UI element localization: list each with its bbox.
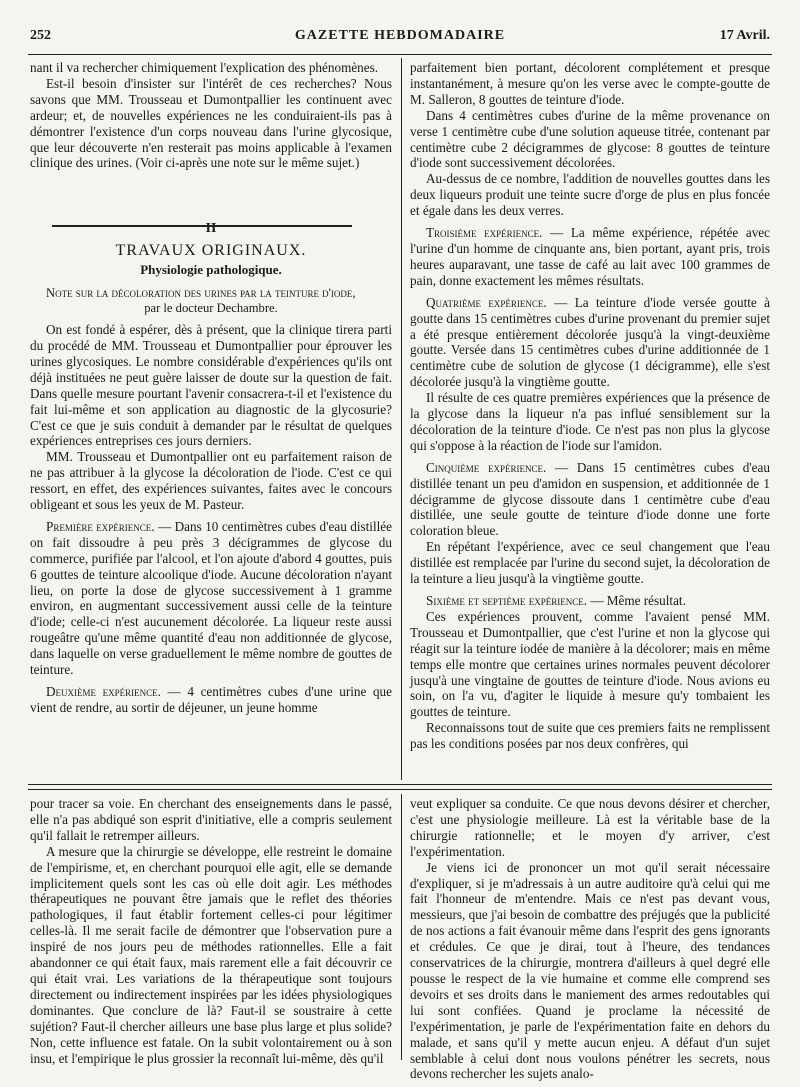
paragraph: nant il va rechercher chimiquement l'explication des phénomènes. xyxy=(30,60,379,75)
section-subtitle: Physiologie pathologique. xyxy=(140,262,282,278)
experiment-label: Troisième expérience. xyxy=(426,225,543,241)
paragraph: veut expliquer sa conduite. Ce que nous devons désirer et chercher, c'est une physiologie meilleure. Là est la véritable base de la chirurgie rationnelle; et le moyen d'y arriver, c'est l'expérimentation. xyxy=(410,796,770,859)
note-author: par le docteur Dechambre. xyxy=(144,301,278,316)
paragraph: A mesure que la chirurgie se développe, elle restreint le domaine de l'empirisme, et, en cherchant pourquoi elle agit, elle se demande implicitement quels sont les cas où elle doit agir. Les méthodes thérapeutiques ne pouvant être jamais que le reflet des théories pathologiques, il faut établir fortement celles-ci pour légitimer celles-là. Il me serait facile de démontrer que l'observation pure a inspiré de nos jours peu de méthodes rationnelles. Elle a fait abandonner ce qui était faux, mais rarement elle a fait découvrir ce qui était vrai. Les variations de la thérapeutique sont toujours directement ou indirectement inspirées par les idées physiologiques dominantes. Que conclure de là? Faut-il se soustraire à cette sujétion? Faut-il chercher ailleurs une base plus large et plus solide? Non, cette influence est fatale. On la subit volontairement ou à son insu, et l'empirique le plus grossier la reconnaît lui-même, dès qu'il xyxy=(30,843,392,1066)
experiment-label: Première expérience. xyxy=(46,518,155,534)
experiment-text: — Même résultat. xyxy=(587,593,686,608)
paragraph: Je viens ici de prononcer un mot qu'il serait nécessaire d'expliquer, si je m'adressais à un autre auditoire qu'à celui qui me fait l'honneur de m'entendre. Mais ce n'est pas devant vous, messieurs, que j'ai besoin de combattre des préjugés que la publicité de nos actions a fait évanouir même dans l'esprit des gens ignorants et crédules. Ce que je dirai, tout à l'heure, des tendances conservatrices de la chirurgie, montrera d'ailleurs à quel degré elle pousse le respect de la vie humaine et comme elle comprend ses devoirs et ses droits dans le maniement des armes redoutables qui lui sont confiées. Quand je proclame la nécessité de l'expérimentation, je parle de l'expérimentation faite en dehors du malade, et sans qu'il y mette aucun enjeu. A défaut d'un sujet semblable à celui dont nous voulons pénétrer les secrets, nous devons rechercher les sujets analo- xyxy=(410,859,770,1082)
experiment-text: — Dans 10 centimètres cubes d'eau distillée on fait dissoudre à peu près 3 décigrammes de glycose du commerce, purifiée par l'alcool, et l'on ajoute d'abord 4 gouttes, puis 6 gouttes de teinture alcoolique d'iode. Aucune décoloration n'ayant lieu, on porte la dose de glycose successivement à 1 gramme environ, en augmentant successivement aussi celle de la teinture d'iode; celle-ci n'est aucunement décolorée. La liqueur reste aussi rougeâtre qu'une même quantité d'eau non additionnée de glycose, dans laquelle on verse graduellement le même nombre de gouttes de teinture. xyxy=(30,518,392,678)
spacer xyxy=(30,171,392,207)
experiment-label: Sixième et septième expérience. xyxy=(426,593,588,608)
paragraph: MM. Trousseau et Dumontpallier ont eu parfaitement raison de ne pas attribuer à la glycose la décoloration de l'iode. C'est ce qui ressort, en effet, des expériences suivantes, faites avec le concours obligeant et sous les yeux de M. Pasteur. xyxy=(30,449,392,513)
paragraph: Au-dessus de ce nombre, l'addition de nouvelles gouttes dans les deux liqueurs produit une teinte sucre d'orge de plus en plus foncée et égale dans les deux verres. xyxy=(410,171,770,219)
header-rule xyxy=(28,54,772,55)
section-number: II xyxy=(205,221,217,237)
experiment-text: — La teinture d'iode versée goutte à goutte dans 15 centimètres cubes d'urine provenant du premier sujet a été presque entièrement décolorée jusqu'à la vingt-deuxième goutte. Versée dans 15 centimètres cubes d'urine additionnée de 1 centimètre cube de solution de glycose (1 décigramme), elle s'est décolorée jusqu'à la vingtième goutte. xyxy=(410,294,770,390)
column-divider xyxy=(401,794,402,1060)
experiment-2 xyxy=(30,684,392,716)
paragraph: parfaitement bien portant, décolorent complétement et presque instantanément, à mesure qu'on les verse avec le compte-goutte de M. Salleron, 8 gouttes de teinture d'iode. xyxy=(410,60,770,107)
experiment-text: — Dans 15 centimètres cubes d'eau distillée tenant un peu d'amidon en suspension, et additionnée de 1 décigramme de glycose dissoute dans 1 centimètre cube d'eau distillée, une seule goutte de teinture d'iode donne une forte coloration bleue. xyxy=(410,459,770,539)
paragraph: pour tracer sa voie. En cherchant des enseignements dans le passé, elle n'a pas abdiqué son esprit d'initiative, elle a compris seulement qu'il fallait le retremper ailleurs. xyxy=(30,796,392,843)
experiment-label: Quatrième expérience. xyxy=(426,294,547,310)
paragraph: Dans 4 centimètres cubes d'urine de la même provenance on verse 1 centimètre cube d'une solution aqueuse titrée, contenant par centimètre cube 2 décigrammes de glycose: 8 gouttes de teinture d'iode sont successivement décolorées. xyxy=(410,107,770,171)
experiment-text: — La même expérience, répétée avec l'urine d'un homme de cinquante ans, bien portant, ayant pris, trois heures auparavant, une tasse de café au lait avec 100 grammes de pain, donne exactement les mêmes résultats. xyxy=(410,225,770,288)
paragraph: Est-il besoin d'insister sur l'intérêt de ces recherches? Nous savons que MM. Trousseau et Dumontpallier les continuent avec ardeur; et, de nouvelles expériences ne les conduiraient-ils pas à démontrer l'existence d'un corps nouveau dans l'urine glycosique, que leur découverte n'en resterait pas moins applicable à l'examen clinique des urines. (Voir ci-après une note sur le même sujet.) xyxy=(30,75,392,171)
column-divider xyxy=(401,58,402,780)
upper-left-column xyxy=(30,60,392,716)
note-title: Note sur la décoloration des urines par la teinture d'iode, xyxy=(46,286,356,301)
paragraph: Reconnaissons tout de suite que ces premiers faits ne remplissent pas les conditions posées par nos deux confrères, qui xyxy=(410,720,770,752)
experiment-label: Deuxième expérience. xyxy=(46,684,161,699)
paragraph: En répétant l'expérience, avec ce seul changement que l'eau distillée est remplacée par l'urine du second sujet, la décoloration de la teinture a lieu jusqu'à la vingtième goutte. xyxy=(410,539,770,587)
lower-right-column xyxy=(410,796,770,1082)
experiment-6-7 xyxy=(410,593,770,609)
page-header xyxy=(30,28,770,50)
section-double-rule xyxy=(28,784,772,790)
paragraph: Ces expériences prouvent, comme l'avaient pensé MM. Trousseau et Dumontpallier, que c'est l'urine et non la glycose qui réagit sur la teinture iodée de manière à la décolorer; mais en même temps elle montre que certaines urines normales peuvent décolorer jusqu'à une vingtaine de gouttes de teinture d'iode. Nous avions eu soin, on l'a vu, d'agiter le liquide à mesure qu'y tombaient les gouttes de teinture. xyxy=(410,608,770,720)
section-divider xyxy=(52,225,352,227)
paragraph: Il résulte de ces quatre premières expériences que la présence de la glycose dans la liqueur n'a pas influé sensiblement sur la décoloration de la teinture d'iode. Ce n'est pas non plus la glycose qui s'oppose à la réaction de l'iode sur l'amidon. xyxy=(410,390,770,453)
journal-title: GAZETTE HEBDOMADAIRE xyxy=(294,28,506,43)
issue-date: 17 Avril. xyxy=(719,28,770,43)
experiment-4 xyxy=(410,295,770,390)
section-title: TRAVAUX ORIGINAUX. xyxy=(115,242,307,260)
upper-right-column xyxy=(410,60,770,752)
experiment-text: — 4 centimètres cubes d'une urine que vient de rendre, au sortir de déjeuner, un jeune homme xyxy=(30,684,392,715)
paragraph: On est fondé à espérer, dès à présent, que la clinique tirera parti du procédé de MM. Trousseau et Dumontpallier pour éprouver les urines glycosiques. Le nombre considérable d'expériences qu'ils ont déjà instituées ne peut guère laisser de doute sur la question de fait. Dans quelle mesure pourtant l'avenir consacrera-t-il et l'existence du fait lui-même et son application au diagnostic de la glycosurie? C'est ce que je suis conduit à demander par le résultat de quelques expériences entreprises ces jours derniers. xyxy=(30,322,392,449)
experiment-label: Cinquième expérience. xyxy=(426,459,547,475)
page-number: 252 xyxy=(30,28,51,43)
lower-left-column xyxy=(30,796,392,1066)
experiment-1 xyxy=(30,519,392,678)
experiment-5 xyxy=(410,460,770,540)
experiment-3 xyxy=(410,225,770,289)
note-heading xyxy=(30,286,392,316)
